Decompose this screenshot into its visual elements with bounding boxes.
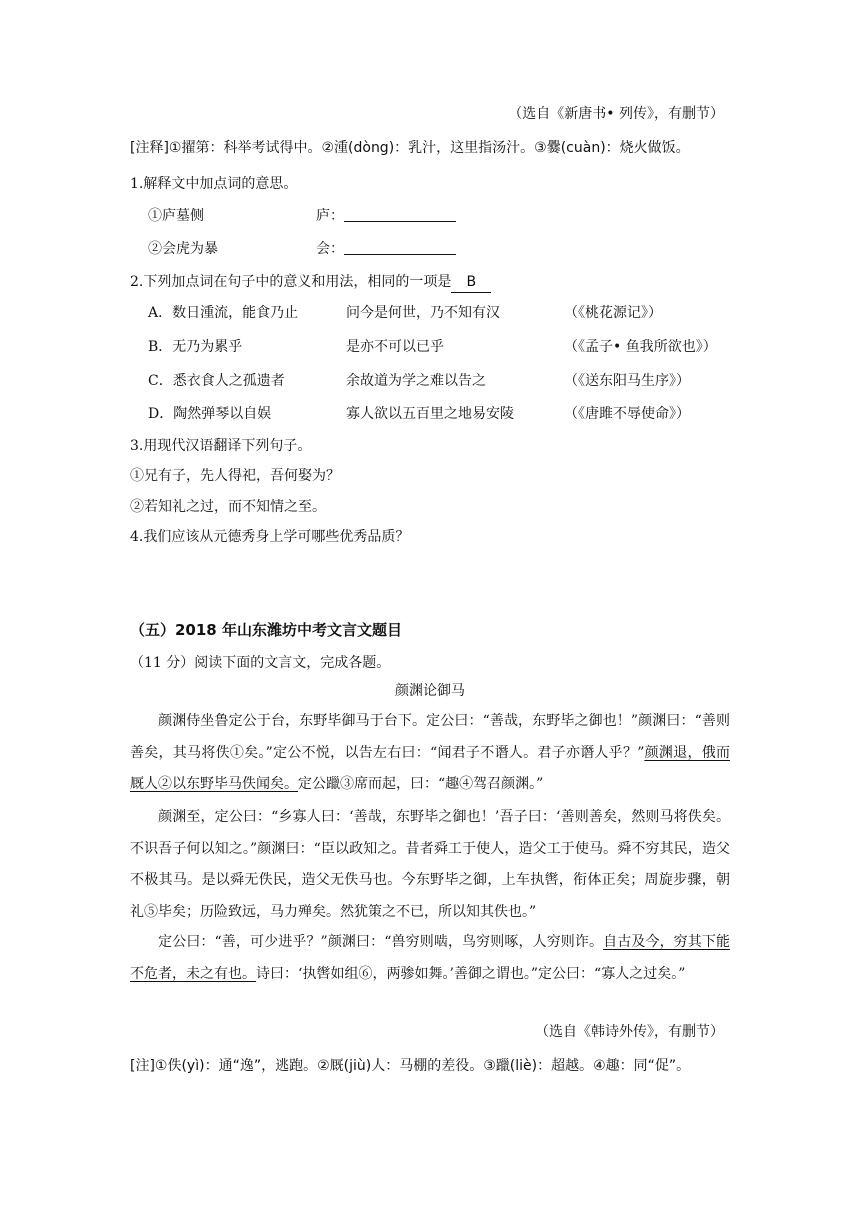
p3-underlined: 自古及今，穷其下能不危者，未之有也。 <box>130 934 731 982</box>
q2-option-c-left: C．悉衣食人之孤遗者 <box>148 373 285 389</box>
q2-option-a-source: （《桃花源记》） <box>564 305 662 321</box>
question-3-sentence-2: ②若知礼之过，而不知情之至。 <box>130 499 326 515</box>
annotation-note-1: [注释]①擢第：科举考试得中。②湩(dòng)：乳汁，这里指汤汁。③爨(cuàn)：烧火做饭。 <box>130 140 690 156</box>
q2-answer: B <box>451 272 491 293</box>
q1-phrase-2: ②会虎为暴 <box>148 241 218 257</box>
q2-option-a-right: 问今是何世，乃不知有汉 <box>346 305 500 321</box>
answer-blank-2[interactable] <box>344 240 456 255</box>
question-2-title <box>130 272 491 293</box>
q2-option-c-right: 余故道为学之难以告之 <box>346 373 486 389</box>
question-3-sentence-1: ①兄有子，先人得祀，吾何娶为？ <box>130 468 340 484</box>
p1-text-a: 颜渊侍坐鲁定公于台，东野毕御马于台下。定公曰：“善哉，东野毕之御也！”颜渊曰：“善则善矣，其马将佚①矣。”定公不悦，以告左右曰：“闻君子不谮人。君子亦谮人乎？” <box>130 713 730 761</box>
q2-option-b-source: （《孟子• 鱼我所欲也》） <box>564 339 717 355</box>
q1-word-label-2: 会： <box>316 241 344 257</box>
section-intro: （11 分）阅读下面的文言文，完成各题。 <box>130 655 391 671</box>
q1-word-label-1: 庐： <box>316 208 344 224</box>
q1-word-2 <box>316 239 456 259</box>
passage-paragraph-1 <box>130 706 730 801</box>
q1-word-1 <box>316 206 456 226</box>
q1-phrase-1: ①庐墓侧 <box>148 208 204 224</box>
question-1-title: 1.解释文中加点词的意思。 <box>130 176 298 192</box>
q2-option-d-right: 寡人欲以五百里之地易安陵 <box>346 406 514 422</box>
q2-title-text: 2.下列加点词在句子中的意义和用法，相同的一项是 <box>130 274 452 290</box>
source-citation-top: （选自《新唐书• 列传》，有删节） <box>508 106 724 122</box>
q2-option-b-left: B．无乃为累乎 <box>148 339 243 355</box>
question-3-title: 3.用现代汉语翻译下列句子。 <box>130 438 312 454</box>
p1-underlined: 颜渊退，俄而厩人②以东野毕马佚闻矣。 <box>130 744 730 792</box>
p3-text-b: 诗曰：‘执辔如组⑥，两骖如舞。’善御之谓也。”定公曰：“寡人之过矣。” <box>256 965 686 982</box>
q2-option-a-left: A．数日湩流，能食乃止 <box>148 305 299 321</box>
p1-text-b: 定公躐③席而起，曰：“趣④驾召颜渊。” <box>298 776 544 792</box>
passage-paragraph-2 <box>130 802 730 928</box>
p3-text-a: 定公曰：“善，可少进乎？”颜渊曰：“兽穷则啮，鸟穷则啄，人穷则诈。 <box>158 934 604 950</box>
q2-option-c-source: （《送东阳马生序》） <box>564 373 690 389</box>
answer-blank-1[interactable] <box>344 207 456 222</box>
annotation-note-2: [注]①佚(yì)：通“逸”，逃跑。②厩(jiù)人：马棚的差役。③躐(liè)：超越。④趣：同“促”。 <box>130 1058 691 1074</box>
question-4: 4.我们应该从元德秀身上学可哪些优秀品质？ <box>130 529 410 545</box>
passage-paragraph-3 <box>130 927 730 990</box>
p2-text: 颜渊至，定公曰：“乡寡人曰：‘善哉，东野毕之御也！’吾子曰：‘善则善矣，然则马将佚矣。不识吾子何以知之。”颜渊曰：“臣以政知之。昔者舜工于使人，造父工于使马。舜不穷其民，造父不极其马。是以舜无佚民，造父无佚马也。今东野毕之御，上车执辔，衔体正矣；周旋步骤，朝礼⑤毕矣；历险致远，马力殚矣。然犹策之不已，所以知其佚也。” <box>130 809 730 920</box>
passage-title: 颜渊论御马 <box>395 683 465 699</box>
q2-option-b-right: 是亦不可以已乎 <box>346 339 444 355</box>
source-citation-bottom: （选自《韩诗外传》，有删节） <box>535 1024 724 1040</box>
q2-option-d-source: （《唐雎不辱使命》） <box>564 406 690 422</box>
section-heading: （五）2018 年山东潍坊中考文言文题目 <box>130 621 402 639</box>
q2-option-d-left: D．陶然弹琴以自娱 <box>148 406 272 422</box>
